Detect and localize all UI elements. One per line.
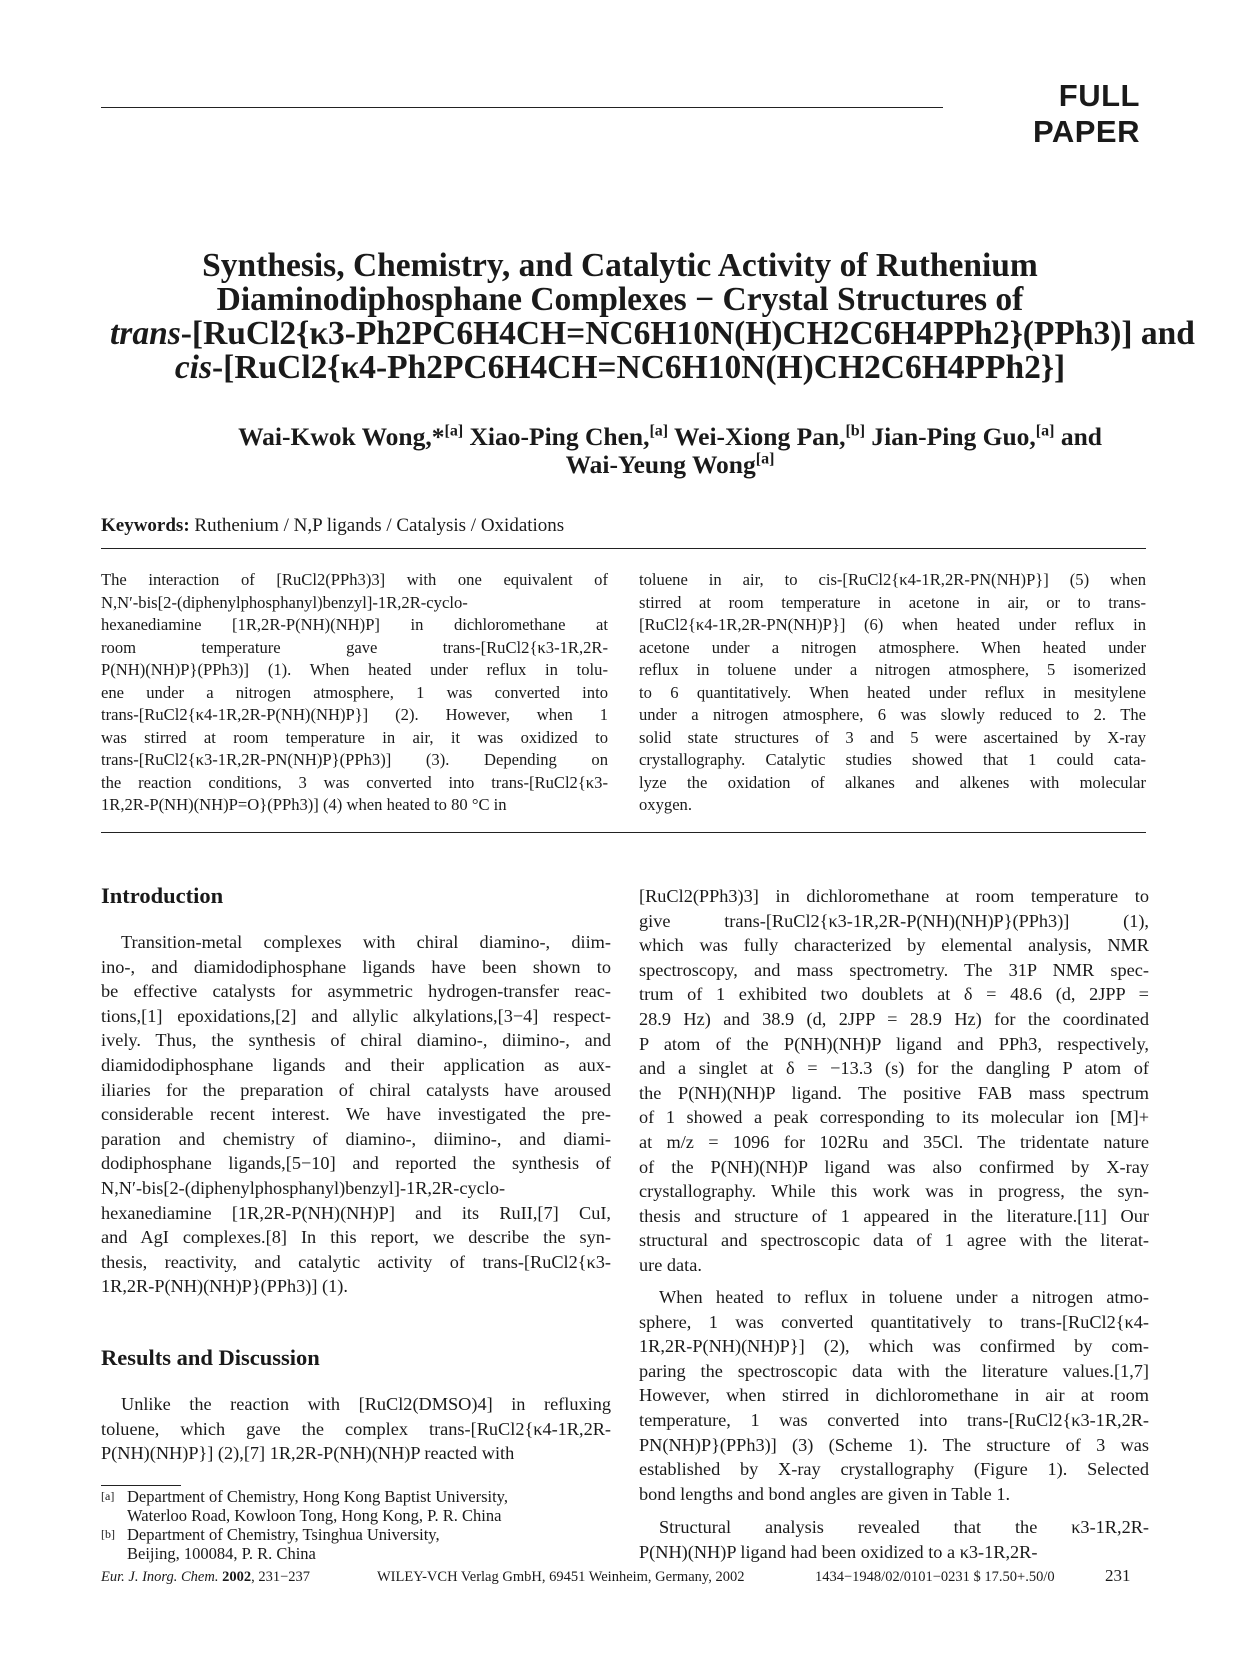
text-line: thesis, reactivity, and catalytic activity of trans-[RuCl2{κ3- xyxy=(101,1251,611,1272)
affiliation-mark: [a] xyxy=(1035,422,1055,440)
author-conjunction: and xyxy=(1060,422,1102,451)
introduction-paragraph xyxy=(101,930,611,1299)
text-line: reflux in toluene under a nitrogen atmosphere, 5 isomerized xyxy=(639,660,1146,679)
text-line: and a singlet at δ = −13.3 (s) for the dangling P atom of xyxy=(639,1058,1149,1079)
text-line: crystallography. Catalytic studies showed that 1 could cata- xyxy=(639,750,1146,769)
author-name: Jian-Ping Guo, xyxy=(871,422,1036,451)
text-line: The interaction of [RuCl2(PPh3)3] with one equivalent of xyxy=(101,570,608,589)
text-line: P(NH)(NH)P}] (2),[7] 1R,2R-P(NH)(NH)P reacted with xyxy=(101,1443,515,1464)
results-paragraph xyxy=(101,1392,611,1466)
text-line: 28.9 Hz) and 38.9 (d, 2JPP = 28.9 Hz) for the coordinated xyxy=(639,1008,1149,1029)
footnote-mark: [b] xyxy=(101,1527,115,1541)
keywords-text: Ruthenium / N,P ligands / Catalysis / Oxidations xyxy=(194,515,565,536)
journal-name: Eur. J. Inorg. Chem. xyxy=(101,1569,219,1585)
text-line: of the P(NH)(NH)P ligand was also confirmed by X-ray xyxy=(639,1156,1149,1177)
text-line: of 1 showed a peak corresponding to its molecular ion [M]+ xyxy=(639,1107,1149,1128)
text-line: P(NH)(NH)P ligand had been oxidized to a κ3-1R,2R- xyxy=(639,1541,1038,1562)
text-line: acetone under a nitrogen atmosphere. When heated under xyxy=(639,637,1146,657)
text-line: [RuCl2(PPh3)3] in dichloromethane at room temperature to xyxy=(639,886,1149,906)
text-line: and AgI complexes.[8] In this report, we describe the syn- xyxy=(101,1227,611,1248)
text-line: trans-[RuCl2{κ4-1R,2R-P(NH)(NH)P}] (2). However, when 1 xyxy=(101,705,608,724)
text-line: ino-, and diamidodiphosphane ligands have been shown to xyxy=(101,956,611,977)
affiliation-mark: [a] xyxy=(444,422,464,440)
text-line: be effective catalysts for asymmetric hydrogen-transfer reac- xyxy=(101,981,611,1002)
text-line: toluene in air, to cis-[RuCl2{κ4-1R,2R-PN(NH)P}] (5) when xyxy=(639,570,1146,589)
author-list xyxy=(200,423,1140,479)
text-line: N,N′-bis[2-(diphenylphosphanyl)benzyl]-1R,2R-cyclo- xyxy=(101,1177,506,1198)
footnote: Waterloo Road, Kowloon Tong, Hong Kong, P. R. China xyxy=(127,1506,502,1525)
text-line: ively. Thus, the synthesis of chiral diamino-, diimino-, and xyxy=(101,1030,611,1051)
title-line: cis-[RuCl2{κ4-Ph2PC6H4CH=NC6H10N(H)CH2C6H4PPh2}] xyxy=(174,349,1066,386)
footnote: [a] Department of Chemistry, Hong Kong Baptist University, xyxy=(101,1487,508,1506)
text-line: diamidodiphosphane ligands and their application as aux- xyxy=(101,1054,611,1075)
footnote: [b] Department of Chemistry, Tsinghua University, xyxy=(101,1525,440,1544)
text-line: [RuCl2{κ4-1R,2R-PN(NH)P}] (6) when heated under reflux in xyxy=(639,615,1146,634)
text-line: structural and spectroscopic data of 1 agree with the literat- xyxy=(639,1230,1149,1251)
text-line: solid state structures of 3 and 5 were ascertained by X-ray xyxy=(639,727,1146,747)
text-line: 1R,2R-P(NH)(NH)P}(PPh3)] (1). xyxy=(101,1276,348,1297)
affiliation-mark: [b] xyxy=(845,422,866,440)
text-line: the P(NH)(NH)P ligand. The positive FAB mass spectrum xyxy=(639,1082,1149,1103)
text-line: PN(NH)P}(PPh3)] (3) (Scheme 1). The structure of 3 was xyxy=(639,1434,1149,1455)
right-paragraph-1 xyxy=(639,884,1149,1278)
text-line: to 6 quantitatively. When heated under reflux in mesitylene xyxy=(639,682,1146,702)
text-line: stirred at room temperature in acetone in air, or to trans- xyxy=(639,592,1146,612)
author-name: Xiao-Ping Chen, xyxy=(469,422,650,451)
text-line: P atom of the P(NH)(NH)P ligand and PPh3, respectively, xyxy=(639,1033,1149,1054)
text-line: However, when stirred in dichloromethane in air at room xyxy=(639,1385,1149,1406)
section-heading-results: Results and Discussion xyxy=(101,1345,320,1370)
text-line: established by X-ray crystallography (Figure 1). Selected xyxy=(639,1459,1149,1480)
text-line: paring the spectroscopic data with the literature values.[1,7] xyxy=(639,1360,1149,1381)
text-line: When heated to reflux in toluene under a nitrogen atmo- xyxy=(659,1287,1149,1307)
text-line: hexanediamine [1R,2R-P(NH)(NH)P] in dichloromethane at xyxy=(101,615,608,634)
text-line: temperature, 1 was converted into trans-[RuCl2{κ3-1R,2R- xyxy=(639,1409,1149,1430)
text-line: paration and chemistry of diamino-, diimino-, and diami- xyxy=(101,1128,611,1149)
footnote-rule xyxy=(101,1485,181,1486)
author-name: Wai-Yeung Wong xyxy=(565,450,756,479)
title-line: Synthesis, Chemistry, and Catalytic Activity of Ruthenium xyxy=(202,247,1038,284)
text-line: N,N′-bis[2-(diphenylphosphanyl)benzyl]-1R,2R-cyclo- xyxy=(101,592,468,612)
text-line: Structural analysis revealed that the κ3-1R,2R- xyxy=(659,1517,1149,1537)
text-line: sphere, 1 was converted quantitatively to trans-[RuCl2{κ4- xyxy=(639,1311,1149,1332)
abstract-top-rule xyxy=(101,548,1146,549)
right-paragraph-3 xyxy=(639,1515,1149,1564)
abstract-left-column xyxy=(101,569,608,817)
author-line xyxy=(200,423,1140,451)
footnotes xyxy=(101,1487,601,1563)
footnote: Beijing, 100084, P. R. China xyxy=(127,1544,316,1563)
text-line: trans-[RuCl2{κ3-1R,2R-PN(NH)P}(PPh3)] (3). Depending on xyxy=(101,750,608,769)
abstract-right-column xyxy=(639,569,1146,817)
text-line: crystallography. While this work was in progress, the syn- xyxy=(639,1181,1149,1202)
text-line: P(NH)(NH)P}(PPh3)] (1). When heated under reflux in tolu- xyxy=(101,660,608,679)
text-line: oxygen. xyxy=(639,795,692,814)
title-line: trans-[RuCl2{κ3-Ph2PC6H4CH=NC6H10N(H)CH2C6H4PPh2}(PPh3)] and xyxy=(110,315,1195,352)
keywords-label: Keywords: xyxy=(101,515,190,536)
text-line: 1R,2R-P(NH)(NH)P}] (2), which was confirmed by com- xyxy=(639,1336,1149,1357)
title-line: Diaminodiphosphane Complexes − Crystal Structures of xyxy=(216,281,1024,318)
text-line: room temperature gave trans-[RuCl2{κ3-1R,2R- xyxy=(101,637,608,657)
text-line: bond lengths and bond angles are given in Table 1. xyxy=(639,1483,1011,1504)
text-line: tions,[1] epoxidations,[2] and allylic alkylations,[3−4] respect- xyxy=(101,1005,611,1026)
keywords xyxy=(101,515,564,537)
footer-citation xyxy=(101,1569,310,1586)
author-name: Wai-Kwok Wong,* xyxy=(238,422,445,451)
footer-publisher: WILEY-VCH Verlag GmbH, 69451 Weinheim, Germany, 2002 xyxy=(377,1569,745,1585)
text-line: trum of 1 exhibited two doublets at δ = 48.6 (d, 2JPP = xyxy=(639,984,1149,1005)
text-line: was stirred at room temperature in air, it was oxidized to xyxy=(101,727,608,747)
text-line: iliaries for the preparation of chiral catalysts have aroused xyxy=(101,1079,611,1100)
text-line: under a nitrogen atmosphere, 6 was slowly reduced to 2. The xyxy=(639,705,1146,724)
text-line: ure data. xyxy=(639,1254,702,1275)
author-name: Wei-Xiong Pan, xyxy=(674,422,846,451)
text-line: Unlike the reaction with [RuCl2(DMSO)4] in refluxing xyxy=(121,1394,611,1414)
text-line: thesis and structure of 1 appeared in the literature.[11] Our xyxy=(639,1205,1149,1226)
paper-title xyxy=(110,247,1195,386)
text-line: considerable recent interest. We have investigated the pre- xyxy=(101,1104,611,1125)
abstract-bottom-rule xyxy=(101,832,1146,833)
page-number: 231 xyxy=(1105,1566,1131,1585)
text-line: dodiphosphane ligands,[5−10] and reported the synthesis of xyxy=(101,1153,611,1174)
footer-issn: 1434−1948/02/0101−0231 $ 17.50+.50/0 xyxy=(815,1569,1055,1585)
text-line: ene under a nitrogen atmosphere, 1 was converted into xyxy=(101,682,608,702)
text-line: hexanediamine [1R,2R-P(NH)(NH)P] and its RuII,[7] CuI, xyxy=(101,1202,611,1223)
footnote-mark: [a] xyxy=(101,1489,115,1503)
text-line: toluene, which gave the complex trans-[RuCl2{κ4-1R,2R- xyxy=(101,1418,611,1439)
text-line: Transition-metal complexes with chiral diamino-, diim- xyxy=(121,932,611,952)
text-line: the reaction conditions, 3 was converted into trans-[RuCl2{κ3- xyxy=(101,772,608,792)
affiliation-mark: [a] xyxy=(755,450,775,468)
affiliation-mark: [a] xyxy=(649,422,669,440)
header-rule xyxy=(101,107,943,108)
text-line: at m/z = 1096 for 102Ru and 35Cl. The tridentate nature xyxy=(639,1131,1149,1152)
right-paragraph-2 xyxy=(639,1285,1149,1506)
text-line: lyze the oxidation of alkanes and alkenes with molecular xyxy=(639,772,1146,792)
journal-pages: , 231−237 xyxy=(251,1569,311,1585)
journal-year: 2002 xyxy=(222,1569,252,1585)
section-heading-introduction: Introduction xyxy=(101,883,224,908)
text-line: which was fully characterized by elemental analysis, NMR xyxy=(639,935,1149,956)
author-line xyxy=(200,451,1140,479)
text-line: spectroscopy, and mass spectrometry. The 31P NMR spec- xyxy=(639,959,1149,980)
text-line: give trans-[RuCl2{κ3-1R,2R-P(NH)(NH)P}(PPh3)] (1), xyxy=(639,910,1149,931)
section-label: FULL PAPER xyxy=(1032,78,1140,149)
text-line: 1R,2R-P(NH)(NH)P=O}(PPh3)] (4) when heated to 80 °C in xyxy=(101,795,507,814)
